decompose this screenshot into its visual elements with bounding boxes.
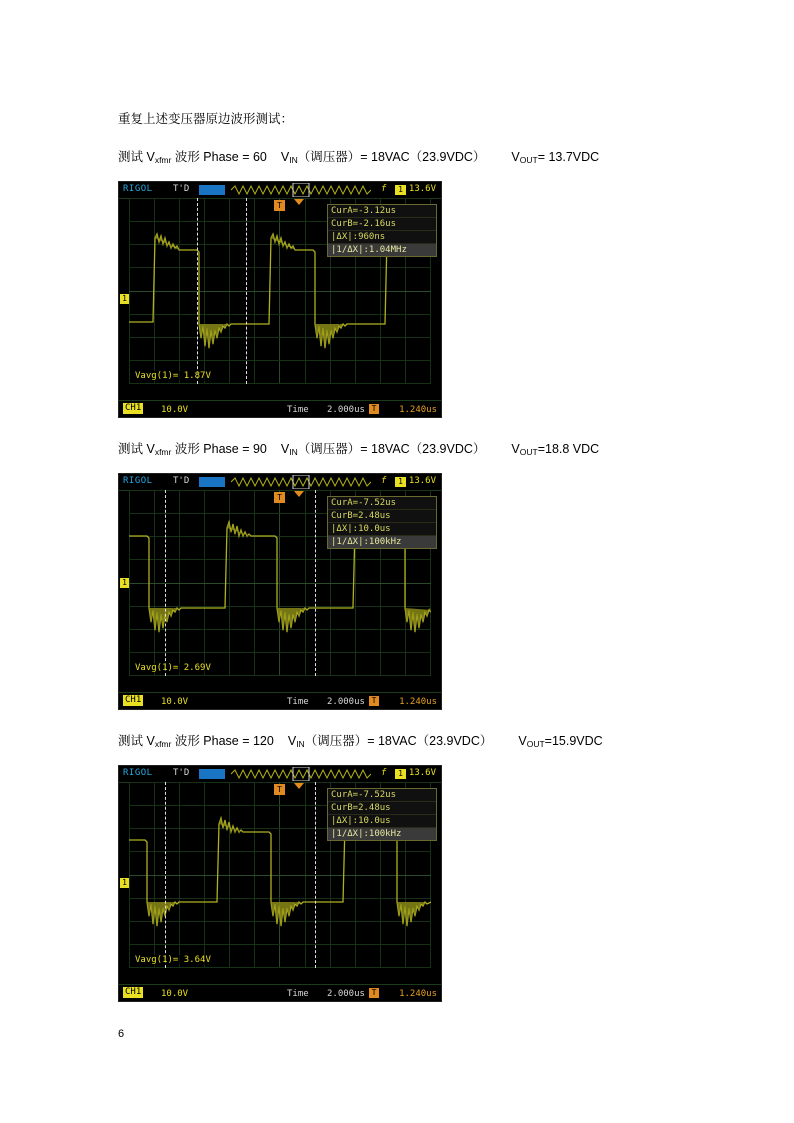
scope-3-time-value: 2.000us	[327, 989, 365, 999]
scope-2-channel-marker: 1	[120, 578, 129, 588]
section-heading: 重复上述变压器原边波形测试：	[118, 112, 294, 126]
caption-3-vin-label: V	[287, 734, 297, 748]
scope-2-waveform-overview-icon	[231, 475, 371, 489]
document-content	[118, 110, 678, 1024]
scope-1-meas-row: |1/ΔX|:1.04MHz	[328, 244, 436, 256]
caption-2-prefix: 测试 V	[118, 442, 155, 456]
scope-2-meas-row: |1/ΔX|:100kHz	[328, 536, 436, 548]
oscilloscope-screenshot-3	[118, 765, 442, 1002]
scope-3-trigger-delay: 1.240us	[399, 989, 437, 999]
scope-2-meas-row: |ΔX|:10.0us	[328, 523, 436, 536]
scope-1-trigger-arrow	[294, 199, 304, 205]
scope-3-channel-indicator: 1	[395, 769, 406, 779]
scope-1-time-label: Time	[287, 405, 309, 415]
scope-1-time-value: 2.000us	[327, 405, 365, 415]
scope-3-meas-row: CurB=2.48us	[328, 802, 436, 815]
caption-3-vout-sub: OUT	[526, 739, 545, 749]
scope-3-ch1-badge: CH1	[125, 987, 142, 997]
scope-2-time-value: 2.000us	[327, 697, 365, 707]
page-number: 6	[118, 1028, 125, 1040]
scope-2-trigger-position-marker: T	[274, 492, 285, 503]
scope-3-vavg-readout: Vavg(1)= 3.64V	[135, 955, 211, 965]
caption-3	[118, 732, 678, 753]
scope-2-freq-icon: f	[381, 476, 387, 486]
scope-3-trigger-arrow	[294, 783, 304, 789]
scope-3-delay-icon: T	[369, 988, 379, 998]
scope-1-measurement-box	[327, 204, 437, 257]
scope-1-meas-row: |ΔX|:960ns	[328, 231, 436, 244]
caption-2-vin-label: V	[280, 442, 290, 456]
caption-1-mid: 波形 Phase = 60	[171, 150, 267, 164]
caption-1-prefix: 测试 V	[118, 150, 155, 164]
scope-2-time-label: Time	[287, 697, 309, 707]
scope-3-time-label: Time	[287, 989, 309, 999]
scope-2-trigger-delay: 1.240us	[399, 697, 437, 707]
caption-2-vin-text: （调压器）= 18VAC（23.9VDC）	[297, 442, 486, 456]
scope-2-vavg-readout: Vavg(1)= 2.69V	[135, 663, 211, 673]
scope-1-cursor-a	[197, 198, 198, 384]
scope-2-channel-indicator: 1	[395, 477, 406, 487]
scope-3-trigger-level: 13.6V	[408, 768, 436, 778]
scope-2-delay-icon: T	[369, 696, 379, 706]
scope-2-trigger-status: T'D	[173, 476, 190, 486]
scope-1-waveform-overview-icon	[231, 183, 371, 197]
caption-1-vin-label: V	[280, 150, 290, 164]
scope-3-measurement-box	[327, 788, 437, 841]
scope-1-ch1-badge: CH1	[125, 403, 142, 413]
scope-3-memory-indicator	[199, 769, 225, 779]
scope-2-meas-row: CurA=-7.52us	[328, 497, 436, 510]
scope-2-trigger-level: 13.6V	[408, 476, 436, 486]
caption-3-vin-text: （调压器）= 18VAC（23.9VDC）	[304, 734, 493, 748]
scope-1-ch1-scale: 10.0V	[161, 405, 189, 415]
caption-3-mid: 波形 Phase = 120	[171, 734, 274, 748]
scope-3-channel-marker: 1	[120, 878, 129, 888]
scope-2-cursor-a	[165, 490, 166, 676]
scope-1-vavg-readout: Vavg(1)= 1.87V	[135, 371, 211, 381]
rigol-logo: RIGOL	[123, 768, 153, 778]
scope-2-memory-indicator	[199, 477, 225, 487]
scope-3-waveform-overview-icon	[231, 767, 371, 781]
scope-3-cursor-b	[315, 782, 316, 968]
scope-1-channel-marker: 1	[120, 294, 129, 304]
scope-3-ch1-scale: 10.0V	[161, 989, 189, 999]
caption-1-vin-sub: IN	[289, 155, 298, 165]
scope-2-cursor-b	[315, 490, 316, 676]
rigol-logo: RIGOL	[123, 476, 153, 486]
scope-2-trigger-arrow	[294, 491, 304, 497]
scope-2-ch1-badge: CH1	[125, 695, 142, 705]
scope-1-trigger-position-marker: T	[274, 200, 285, 211]
scope-1-memory-indicator	[199, 185, 225, 195]
caption-1-vout-label: V	[511, 150, 520, 164]
caption-2	[118, 440, 678, 461]
scope-2-meas-row: CurB=2.48us	[328, 510, 436, 523]
caption-2-vin-sub: IN	[289, 447, 298, 457]
caption-2-vout-sub: OUT	[519, 447, 538, 457]
scope-2-measurement-box	[327, 496, 437, 549]
caption-3-prefix: 测试 V	[118, 734, 155, 748]
scope-1-trigger-delay: 1.240us	[399, 405, 437, 415]
scope-3-freq-icon: f	[381, 768, 387, 778]
caption-3-vout-label: V	[518, 734, 527, 748]
scope-3-meas-row: |1/ΔX|:100kHz	[328, 828, 436, 840]
scope-1-cursor-b	[246, 198, 247, 384]
scope-1-delay-icon: T	[369, 404, 379, 414]
caption-1-vin-text: （调压器）= 18VAC（23.9VDC）	[297, 150, 486, 164]
caption-2-sub: xfmr	[154, 447, 172, 457]
scope-1-freq-icon: f	[381, 184, 387, 194]
caption-2-mid: 波形 Phase = 90	[171, 442, 267, 456]
scope-3-trigger-position-marker: T	[274, 784, 285, 795]
caption-3-vout-text: =15.9VDC	[544, 734, 603, 748]
caption-1-vout-sub: OUT	[519, 155, 538, 165]
scope-1-meas-row: CurA=-3.12us	[328, 205, 436, 218]
rigol-logo: RIGOL	[123, 184, 153, 194]
scope-3-cursor-a	[165, 782, 166, 968]
scope-1-trigger-status: T'D	[173, 184, 190, 194]
oscilloscope-screenshot-1	[118, 181, 442, 418]
caption-2-vout-text: =18.8 VDC	[537, 442, 600, 456]
caption-1-sub: xfmr	[154, 155, 172, 165]
scope-3-meas-row: CurA=-7.52us	[328, 789, 436, 802]
caption-3-vin-sub: IN	[296, 739, 305, 749]
scope-1-meas-row: CurB=-2.16us	[328, 218, 436, 231]
scope-2-ch1-scale: 10.0V	[161, 697, 189, 707]
scope-3-trigger-status: T'D	[173, 768, 190, 778]
caption-2-vout-label: V	[511, 442, 520, 456]
scope-3-meas-row: |ΔX|:10.0us	[328, 815, 436, 828]
caption-1-vout-text: = 13.7VDC	[537, 150, 600, 164]
caption-3-sub: xfmr	[154, 739, 172, 749]
caption-1	[118, 148, 678, 169]
scope-1-channel-indicator: 1	[395, 185, 406, 195]
oscilloscope-screenshot-2	[118, 473, 442, 710]
scope-1-trigger-level: 13.6V	[408, 184, 436, 194]
